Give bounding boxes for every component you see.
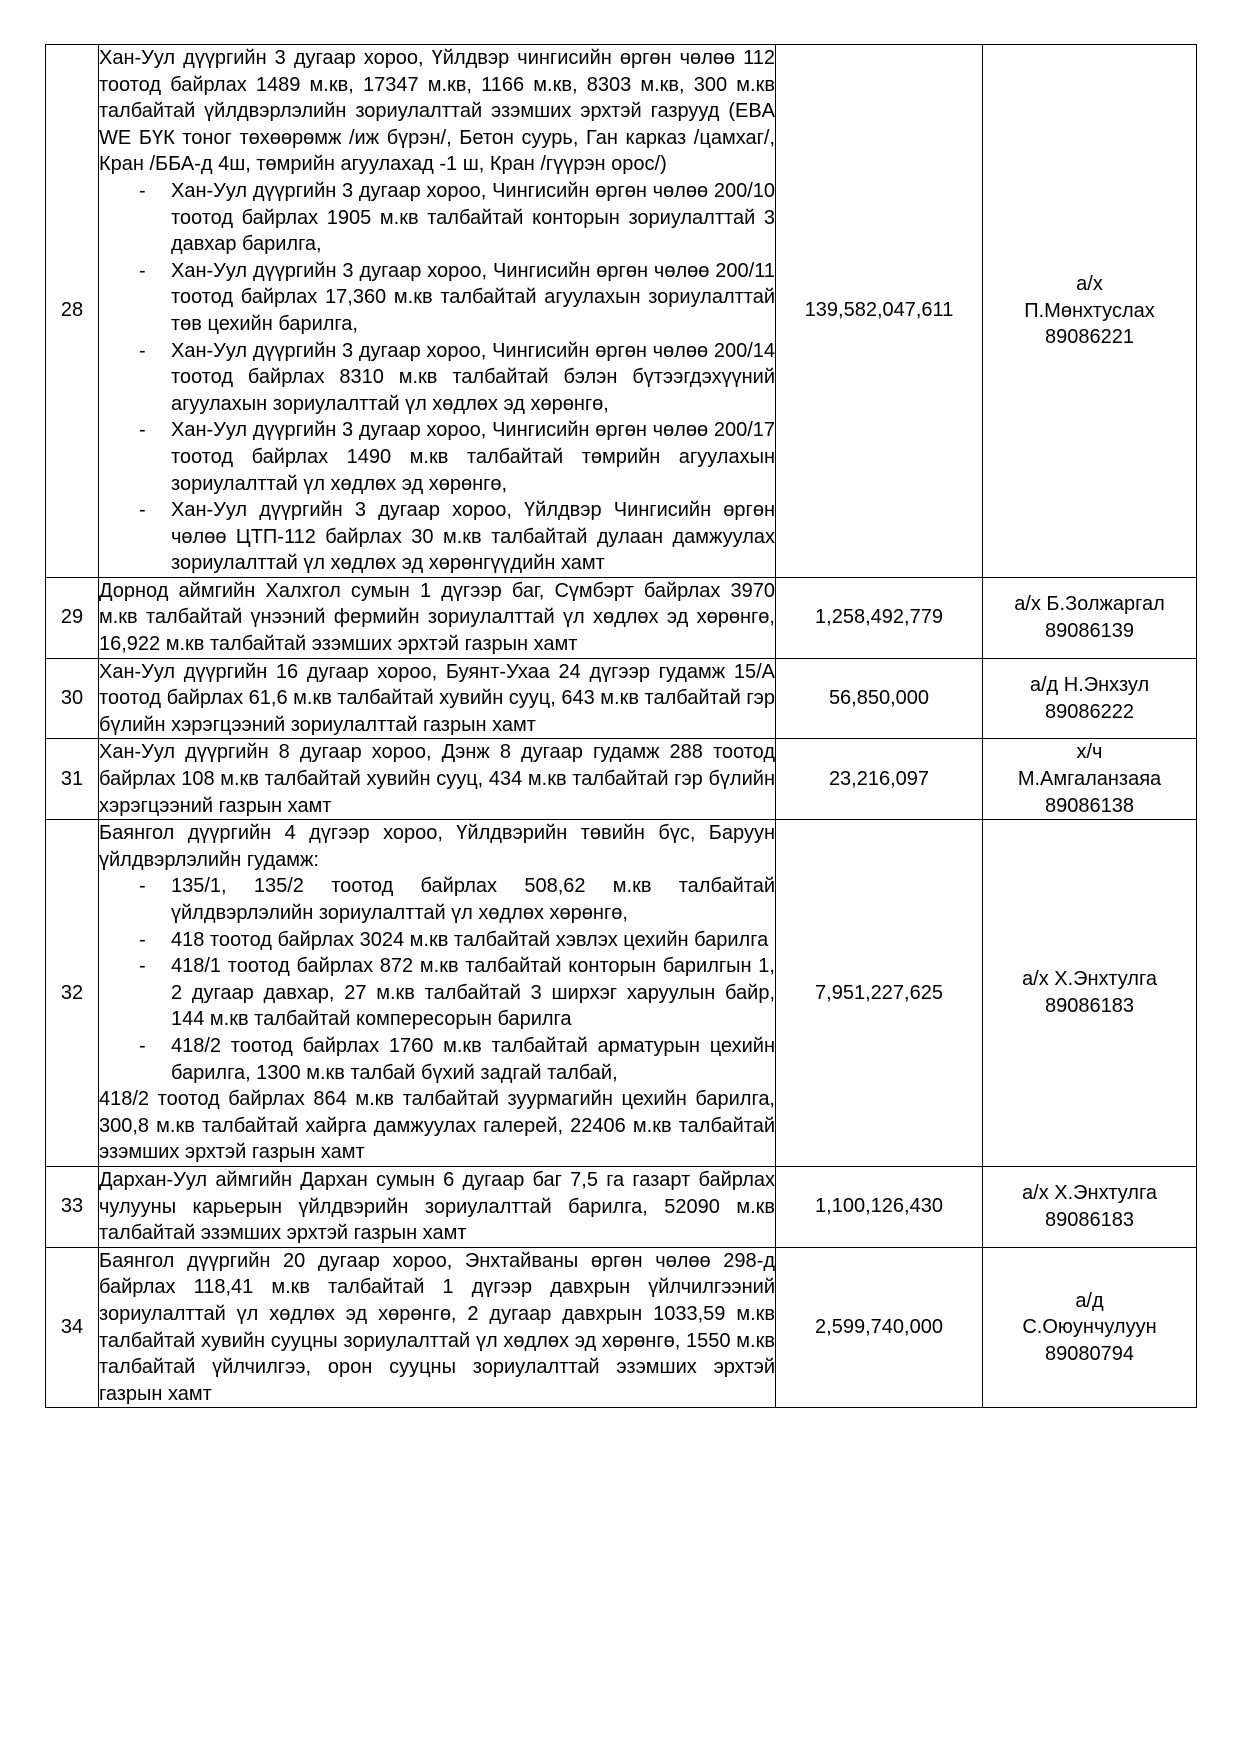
property-description [99,820,776,1167]
row-number: 28 [46,45,99,578]
contact-line: 89080794 [1045,1342,1134,1365]
description-tail: 418/2 тоотод байрлах 864 м.кв талбайтай зуурмагийн цехийн барилга, 300,8 м.кв талбайтай хайрга дамжуулах галерей, 22406 м.кв талбайтай эзэмших эрхтэй газрын хамт [99,1088,775,1164]
description-lead: Хан-Уул дүүргийн 16 дугаар хороо, Буянт-Ухаа 24 дүгээр гудамж 15/А тоотод байрлах 61,6 м.кв талбайтай хувийн сууц, 643 м.кв талбайтай гэр бүлийн хэрэгцээний зориулалттай газрын хамт [99,660,775,736]
row-number: 29 [46,577,99,658]
contact-line: М.Амгаланзаяа [1017,768,1162,791]
contact-info [983,577,1197,658]
property-description [99,739,776,820]
contact-line: х/ч [1076,741,1103,764]
description-lead: Баянгол дүүргийн 4 дүгээр хороо, Үйлдвэрийн төвийн бүс, Баруун үйлдвэрлэлийн гудамж: [99,822,775,871]
row-number: 32 [46,820,99,1167]
row-number: 34 [46,1247,99,1408]
description-lead: Баянгол дүүргийн 20 дугаар хороо, Энхтайваны өргөн чөлөө 298-д байрлах 118,41 м.кв талбайтай 1 дүгээр давхрын үйлчилгээний зориулалттай үл хөдлөх эд хөрөнгө, 2 дугаар давхрын 1033,59 м.кв талбайтай хувийн сууцны зориулалттай үл хөдлөх эд хөрөнгө, 1550 м.кв талбайтай үйлчилгээ, орон сууцны зориулалттай эзэмших эрхтэй газрын хамт [99,1249,775,1405]
list-item: - Хан-Уул дүүргийн 3 дугаар хороо, Чингисийн өргөн чөлөө 200/14 тоотод байрлах 8310 м.кв талбайтай бэлэн бүтээгдэхүүний агуулахын зориулалттай үл хөдлөх эд хөрөнгө, [99,338,775,418]
contact-line: а/х [1076,273,1103,296]
contact-line: 89086138 [1045,794,1134,817]
row-number: 31 [46,739,99,820]
list-item: - 418 тоотод байрлах 3024 м.кв талбайтай хэвлэх цехийн барилга [99,927,775,954]
table-row [46,1166,1197,1247]
list-item: - Хан-Уул дүүргийн 3 дугаар хороо, Чингисийн өргөн чөлөө 200/17 тоотод байрлах 1490 м.кв талбайтай төмрийн агуулахын зориулалттай үл хөдлөх эд хөрөнгө, [99,417,775,497]
contact-line: а/д Н.Энхзул [1029,673,1150,696]
list-item: - 135/1, 135/2 тоотод байрлах 508,62 м.кв талбайтай үйлдвэрлэлийн зориулалттай үл хөдлөх хөрөнгө, [99,873,775,926]
price-value: 1,100,126,430 [776,1166,983,1247]
list-item: - Хан-Уул дүүргийн 3 дугаар хороо, Чингисийн өргөн чөлөө 200/10 тоотод байрлах 1905 м.кв талбайтай конторын зориулалттай 3 давхар барилга, [99,178,775,258]
contact-info [983,820,1197,1167]
contact-line: 89086221 [1045,326,1134,349]
price-value: 2,599,740,000 [776,1247,983,1408]
table-row [46,45,1197,578]
contact-info [983,739,1197,820]
sub-item-list [99,178,775,577]
table-row [46,820,1197,1167]
price-value: 7,951,227,625 [776,820,983,1167]
contact-line: С.Оюунчулуун [1022,1316,1157,1339]
contact-line: а/х Б.Золжаргал [1014,593,1165,616]
contact-info [983,1247,1197,1408]
property-table [45,44,1197,1408]
table-row [46,739,1197,820]
property-description [99,1166,776,1247]
description-lead: Дархан-Уул аймгийн Дархан сумын 6 дугаар баг 7,5 га газарт байрлах чулууны карьерын үйлдвэрийн зориулалттай барилга, 52090 м.кв талбайтай эзэмших эрхтэй газрын хамт [99,1168,775,1245]
price-value: 1,258,492,779 [776,577,983,658]
contact-info [983,45,1197,578]
contact-line: 89086183 [1045,995,1134,1018]
price-value: 23,216,097 [776,739,983,820]
list-item: - Хан-Уул дүүргийн 3 дугаар хороо, Үйлдвэр Чингисийн өргөн чөлөө ЦТП-112 байрлах 30 м.кв талбайтай дулаан дамжуулах зориулалттай үл хөдлөх эд хөрөнгүүдийн хамт [99,497,775,577]
property-description [99,658,776,739]
list-item: - Хан-Уул дүүргийн 3 дугаар хороо, Чингисийн өргөн чөлөө 200/11 тоотод байрлах 17,360 м.кв талбайтай агуулахын зориулалттай төв цехийн барилга, [99,258,775,338]
contact-line: а/х Х.Энхтулга [1022,1182,1157,1205]
sub-item-list [99,873,775,1086]
row-number: 30 [46,658,99,739]
table-row [46,577,1197,658]
contact-line: а/д [1075,1289,1104,1312]
description-lead: Хан-Уул дүүргийн 3 дугаар хороо, Үйлдвэр чингисийн өргөн чөлөө 112 тоотод байрлах 1489 м.кв, 17347 м.кв, 1166 м.кв, 8303 м.кв, 300 м.кв талбайтай үйлдвэрлэлийн зориулалттай эзэмших эрхтэй газрууд (EBA WE БҮК тоног төхөөрөмж /иж бүрэн/, Бетон суурь, Ган карказ /цамхаг/, Кран /ББА-д 4ш, төмрийн агуулахад -1 ш, Кран /гүүрэн орос/) [99,47,775,176]
contact-line: 89086139 [1045,619,1134,642]
property-description [99,45,776,578]
table-row [46,658,1197,739]
contact-line: 89086222 [1045,700,1134,723]
row-number: 33 [46,1166,99,1247]
price-value: 56,850,000 [776,658,983,739]
property-description [99,577,776,658]
property-description [99,1247,776,1408]
description-lead: Хан-Уул дүүргийн 8 дугаар хороо, Дэнж 8 дугаар гудамж 288 тоотод байрлах 108 м.кв талбайтай хувийн сууц, 434 м.кв талбайтай гэр бүлийн хэрэгцээний газрын хамт [99,741,775,817]
table-row [46,1247,1197,1408]
description-lead: Дорнод аймгийн Халхгол сумын 1 дүгээр баг, Сүмбэрт байрлах 3970 м.кв талбайтай үнээний фермийн зориулалттай үл хөдлөх эд хөрөнгө, 16,922 м.кв талбайтай эзэмших эрхтэй газрын хамт [99,579,775,656]
contact-line: П.Мөнхтуслах [1024,299,1155,322]
contact-line: а/х Х.Энхтулга [1022,968,1157,991]
list-item: - 418/1 тоотод байрлах 872 м.кв талбайтай конторын барилгын 1, 2 дугаар давхар, 27 м.кв талбайтай 3 ширхэг харуулын байр, 144 м.кв талбайтай компересорын барилга [99,953,775,1033]
property-table-body [46,45,1197,1408]
contact-line: 89086183 [1045,1208,1134,1231]
list-item: - 418/2 тоотод байрлах 1760 м.кв талбайтай арматурын цехийн барилга, 1300 м.кв талбай бүхий задгай талбай, [99,1033,775,1086]
contact-info [983,1166,1197,1247]
price-value: 139,582,047,611 [776,45,983,578]
contact-info [983,658,1197,739]
